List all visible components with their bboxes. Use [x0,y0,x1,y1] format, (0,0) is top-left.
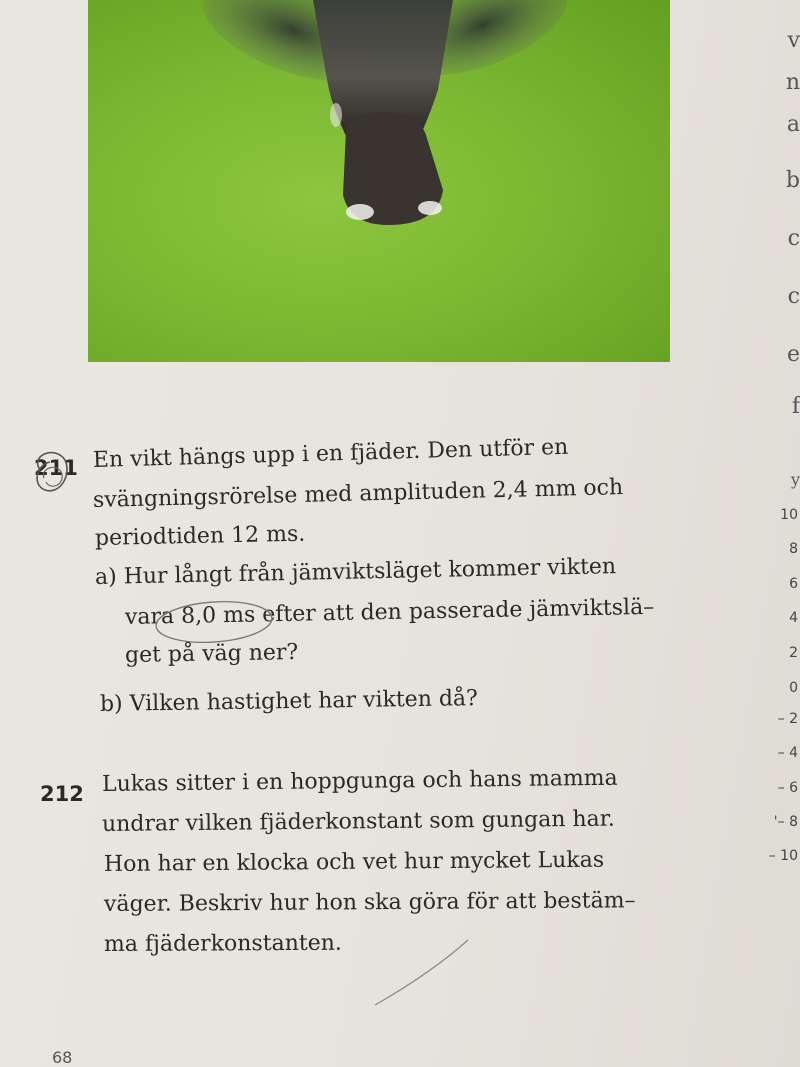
axis-tick-label: 4 [789,610,798,626]
margin-letter: n [785,70,800,95]
hummingbird-illustration [88,0,670,362]
axis-tick-label: 8 [789,541,798,557]
problem-text-line: ma fjäderkonstanten. [103,930,342,957]
axis-tick-label: 6 [789,576,798,592]
bird-photo [88,0,670,362]
margin-letter: f [791,394,800,419]
margin-letter: v [787,28,800,53]
margin-letter: c [787,284,800,309]
problem-text-line: väger. Beskriv hur hon ska göra för att bestäm– [103,888,636,917]
axis-tick-label: 10 [780,507,798,523]
problem-text-line: undrar vilken fjäderkonstant som gungan har. [101,806,615,837]
adjacent-page-margin [680,0,800,1067]
axis-tick-label: 2 [789,645,798,661]
axis-tick-label: – 10 [768,848,798,864]
problem-text-line: svängningsrörelse med amplituden 2,4 mm och [92,475,624,513]
margin-letter: y [790,470,800,489]
part-a-line: a) Hur långt från jämviktsläget kommer vikten [94,554,617,590]
margin-letter: e [786,342,800,367]
problem-number: 212 [40,782,84,806]
part-a-line: get på väg ner? [124,639,299,668]
margin-letter: c [787,226,800,251]
axis-tick-label: 0 [789,680,798,696]
axis-tick-label: – 2 [777,711,798,727]
problem-text-line: Hon har en klocka och vet hur mycket Lukas [103,847,605,877]
axis-tick-label: – 6 [777,780,798,796]
problem-text-line: Lukas sitter i en hoppgunga och hans mamma [101,765,618,797]
margin-letter: a [786,112,800,137]
problem-number: 211 [34,456,78,480]
axis-tick-label: '– 8 [773,814,798,830]
axis-tick-label: – 4 [777,745,798,761]
part-b-line: b) Vilken hastighet har vikten då? [99,686,479,717]
problem-text-line: En vikt hängs upp i en fjäder. Den utför en [92,434,569,473]
page-number: 68 [52,1048,73,1067]
problem-text-line: periodtiden 12 ms. [94,521,306,551]
margin-letter: b [785,168,800,193]
part-a-line: vara 8,0 ms efter att den passerade jämviktslä– [124,594,655,630]
pencil-stroke-mark [375,940,468,1005]
